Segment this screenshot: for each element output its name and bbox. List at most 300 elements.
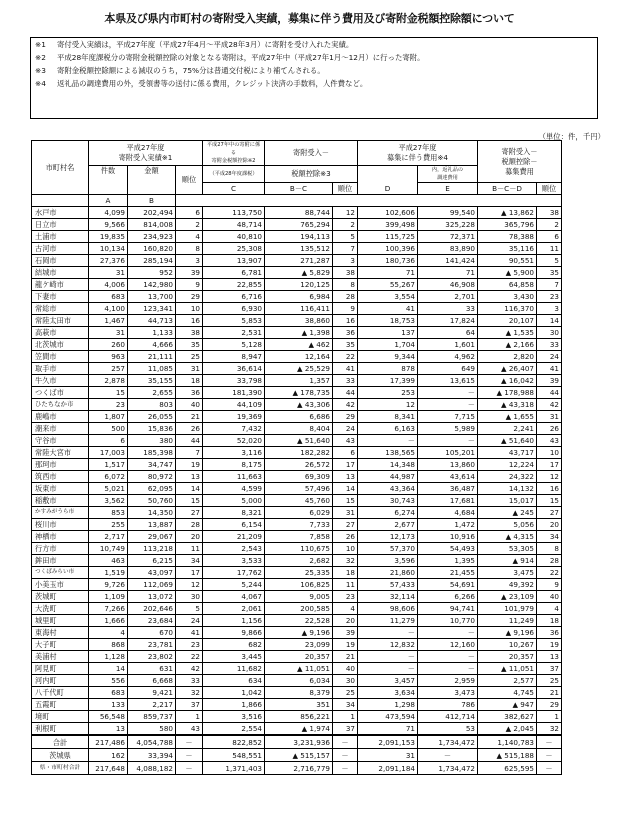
deduction-cell: 4,067	[203, 591, 265, 603]
municipality-name: 北茨城市	[32, 339, 89, 351]
table-row	[32, 279, 562, 291]
net-cell: ▲ 51,640	[478, 435, 537, 447]
deduction-cell: 2,531	[203, 327, 265, 339]
deduction-cell: 7,432	[203, 423, 265, 435]
cost-cell: 41	[358, 303, 418, 315]
diff-rank-cell: 8	[333, 279, 358, 291]
amount-cell: 814,008	[128, 219, 176, 231]
diff-cell: 6,984	[265, 291, 333, 303]
diff-rank-cell: 15	[333, 495, 358, 507]
count-cell: 9,566	[89, 219, 128, 231]
amount-cell: 670	[128, 627, 176, 639]
table-row	[32, 579, 562, 591]
net-rank-cell: 29	[537, 699, 562, 711]
net-cell: 1,140,783	[478, 735, 537, 749]
municipality-name: 牛久市	[32, 375, 89, 387]
municipality-name: 城里町	[32, 615, 89, 627]
cost-cell: 17,399	[358, 375, 418, 387]
cost-cell: 138,565	[358, 447, 418, 459]
municipality-name: 下妻市	[32, 291, 89, 303]
gift-cost-cell: 649	[418, 363, 478, 375]
gift-cost-cell: 1,734,472	[418, 762, 478, 775]
net-rank-cell: 10	[537, 447, 562, 459]
rank-cell: 31	[176, 363, 203, 375]
diff-rank-cell: 13	[333, 471, 358, 483]
municipality-name: 美浦村	[32, 651, 89, 663]
net-cell: ▲ 4,315	[478, 531, 537, 543]
note-text: 寄付受入実績は，平成27年度（平成27年4月～平成28年3月）に寄附を受け入れた実績。	[57, 40, 354, 49]
table-row	[32, 519, 562, 531]
cost-cell: 71	[358, 723, 418, 736]
deduction-cell: 8,947	[203, 351, 265, 363]
diff-cell: ▲ 178,735	[265, 387, 333, 399]
rank-cell: 29	[176, 291, 203, 303]
deduction-cell: 2,554	[203, 723, 265, 736]
deduction-cell: 5,853	[203, 315, 265, 327]
cost-cell: 31	[358, 749, 418, 762]
count-cell: 19,835	[89, 231, 128, 243]
net-cell: ▲ 11,051	[478, 663, 537, 675]
net-cell: ▲ 23,109	[478, 591, 537, 603]
deduction-cell: 2,543	[203, 543, 265, 555]
diff-rank-cell: 20	[333, 615, 358, 627]
table-row	[32, 495, 562, 507]
table-row	[32, 411, 562, 423]
net-cell: ▲ 2,166	[478, 339, 537, 351]
amount-cell: 14,350	[128, 507, 176, 519]
rank-cell: 7	[176, 447, 203, 459]
net-cell: 35,116	[478, 243, 537, 255]
municipality-name: 大洗町	[32, 603, 89, 615]
table-row	[32, 315, 562, 327]
deduction-cell: 1,371,403	[203, 762, 265, 775]
table-row	[32, 663, 562, 675]
header-col-b: B	[128, 195, 176, 207]
net-cell: 20,357	[478, 651, 537, 663]
net-rank-cell: 11	[537, 243, 562, 255]
rank-cell: 9	[176, 279, 203, 291]
table-row	[32, 507, 562, 519]
deduction-cell: 3,445	[203, 651, 265, 663]
rank-cell: 2	[176, 219, 203, 231]
diff-rank-cell: 10	[333, 543, 358, 555]
deduction-cell: 8,175	[203, 459, 265, 471]
municipality-name: 神栖市	[32, 531, 89, 543]
diff-rank-cell: 36	[333, 327, 358, 339]
net-rank-cell: 17	[537, 459, 562, 471]
diff-cell: 271,287	[265, 255, 333, 267]
rank-cell: 32	[176, 687, 203, 699]
net-cell: 5,056	[478, 519, 537, 531]
gift-cost-cell: 3,473	[418, 687, 478, 699]
table-row	[32, 627, 562, 639]
cost-cell: －	[358, 627, 418, 639]
gift-cost-cell: 17,681	[418, 495, 478, 507]
net-cell: ▲ 5,900	[478, 267, 537, 279]
gift-cost-cell: 786	[418, 699, 478, 711]
net-cell: 64,858	[478, 279, 537, 291]
amount-cell: 859,737	[128, 711, 176, 723]
municipality-name: 常陸太田市	[32, 315, 89, 327]
diff-rank-cell: 27	[333, 519, 358, 531]
table-row	[32, 459, 562, 471]
amount-cell: 952	[128, 267, 176, 279]
diff-cell: 22,528	[265, 615, 333, 627]
diff-rank-cell: 3	[333, 255, 358, 267]
note-text: 返礼品の調達費用の外，受領書等の送付に係る費用，クレジット決済の手数料，人件費など。	[57, 78, 368, 88]
header-diff-rank: 順位	[333, 183, 358, 195]
diff-cell: 120,125	[265, 279, 333, 291]
count-cell: 2,717	[89, 531, 128, 543]
gift-cost-cell: 2,701	[418, 291, 478, 303]
deduction-cell: 21,209	[203, 531, 265, 543]
count-cell: 463	[89, 555, 128, 567]
diff-cell: 9,005	[265, 591, 333, 603]
net-rank-cell: 35	[537, 267, 562, 279]
deduction-cell: 44,109	[203, 399, 265, 411]
rank-cell: 28	[176, 519, 203, 531]
diff-cell: ▲ 1,974	[265, 723, 333, 736]
diff-cell: 8,379	[265, 687, 333, 699]
count-cell: 683	[89, 687, 128, 699]
deduction-cell: 6,716	[203, 291, 265, 303]
header-col-c: C	[203, 183, 265, 195]
gift-cost-cell: 54,493	[418, 543, 478, 555]
net-rank-cell: 14	[537, 315, 562, 327]
deduction-cell: 634	[203, 675, 265, 687]
net-rank-cell: 16	[537, 483, 562, 495]
net-cell: 20,107	[478, 315, 537, 327]
deduction-cell: 4,599	[203, 483, 265, 495]
municipality-name: 日立市	[32, 219, 89, 231]
total-row	[32, 735, 562, 749]
rank-cell: 33	[176, 675, 203, 687]
rank-cell: 44	[176, 435, 203, 447]
amount-cell: 29,067	[128, 531, 176, 543]
cost-cell: 2,677	[358, 519, 418, 531]
gift-cost-cell: 72,371	[418, 231, 478, 243]
header-net-rank: 順位	[537, 183, 562, 195]
cost-cell: 12,173	[358, 531, 418, 543]
gift-cost-cell: 99,540	[418, 207, 478, 219]
diff-cell: 88,744	[265, 207, 333, 219]
net-cell: ▲ 2,045	[478, 723, 537, 736]
diff-cell: ▲ 1,398	[265, 327, 333, 339]
municipality-name: 桜川市	[32, 519, 89, 531]
net-cell: 365,796	[478, 219, 537, 231]
deduction-cell: 5,128	[203, 339, 265, 351]
count-cell: 17,003	[89, 447, 128, 459]
gift-cost-cell: 325,228	[418, 219, 478, 231]
diff-rank-cell: 41	[333, 363, 358, 375]
net-rank-cell: 13	[537, 651, 562, 663]
municipality-name: 河内町	[32, 675, 89, 687]
count-cell: 2,878	[89, 375, 128, 387]
diff-cell: ▲ 43,306	[265, 399, 333, 411]
header-diff-sub: 税額控除※3	[265, 166, 358, 183]
diff-rank-cell: 16	[333, 315, 358, 327]
municipality-name: 利根町	[32, 723, 89, 736]
amount-cell: 4,666	[128, 339, 176, 351]
amount-cell: 9,421	[128, 687, 176, 699]
net-cell: 53,305	[478, 543, 537, 555]
table-row	[32, 447, 562, 459]
diff-rank-cell: 42	[333, 399, 358, 411]
net-cell: 3,475	[478, 567, 537, 579]
table-row	[32, 483, 562, 495]
header-col-e: E	[418, 183, 478, 195]
deduction-cell: 548,551	[203, 749, 265, 762]
table-row	[32, 339, 562, 351]
amount-cell: 13,700	[128, 291, 176, 303]
count-cell: 4,006	[89, 279, 128, 291]
count-cell: 10,749	[89, 543, 128, 555]
note-text: 平成28年度課税分の寄附金税額控除の対象となる寄附は，平成27年中（平成27年1月～12月）に行った寄附。	[57, 52, 425, 62]
cost-cell: 8,341	[358, 411, 418, 423]
diff-rank-cell: 33	[333, 375, 358, 387]
cost-cell: 100,396	[358, 243, 418, 255]
table-row	[32, 399, 562, 411]
amount-cell: 43,097	[128, 567, 176, 579]
gift-cost-cell: 54,691	[418, 579, 478, 591]
net-rank-cell: 25	[537, 675, 562, 687]
net-rank-cell: 7	[537, 279, 562, 291]
header-col-a: A	[89, 195, 128, 207]
deduction-cell: 40,810	[203, 231, 265, 243]
net-rank-cell: 5	[537, 255, 562, 267]
net-rank-cell: 22	[537, 567, 562, 579]
amount-cell: 202,494	[128, 207, 176, 219]
amount-cell: 631	[128, 663, 176, 675]
municipality-name: 東海村	[32, 627, 89, 639]
gift-cost-cell: 7,715	[418, 411, 478, 423]
rank-cell: 30	[176, 591, 203, 603]
net-rank-cell: 3	[537, 303, 562, 315]
gift-cost-cell: 5,989	[418, 423, 478, 435]
cost-cell: 1,704	[358, 339, 418, 351]
gift-cost-cell: 71	[418, 267, 478, 279]
net-cell: ▲ 43,318	[478, 399, 537, 411]
net-rank-cell: 23	[537, 291, 562, 303]
rank-cell: 14	[176, 483, 203, 495]
diff-cell: 2,716,779	[265, 762, 333, 775]
net-cell: 14,132	[478, 483, 537, 495]
gift-cost-cell: 64	[418, 327, 478, 339]
diff-cell: 20,357	[265, 651, 333, 663]
diff-cell: 7,858	[265, 531, 333, 543]
net-cell: ▲ 947	[478, 699, 537, 711]
cost-cell: 18,753	[358, 315, 418, 327]
cost-cell: 21,860	[358, 567, 418, 579]
amount-cell: 50,760	[128, 495, 176, 507]
cost-cell: 57,370	[358, 543, 418, 555]
diff-cell: 182,282	[265, 447, 333, 459]
gift-cost-cell: 46,908	[418, 279, 478, 291]
cost-cell: －	[358, 651, 418, 663]
gift-cost-cell: －	[418, 399, 478, 411]
count-cell: 4	[89, 627, 128, 639]
cost-cell: －	[358, 663, 418, 675]
diff-rank-cell: 38	[333, 267, 358, 279]
deduction-cell: 11,682	[203, 663, 265, 675]
deduction-cell: 5,000	[203, 495, 265, 507]
municipality-name: つくば市	[32, 387, 89, 399]
count-cell: 4,100	[89, 303, 128, 315]
diff-cell: ▲ 5,829	[265, 267, 333, 279]
header-blank	[32, 195, 89, 207]
gift-cost-cell: －	[418, 663, 478, 675]
header-cost-title: 平成27年度 募集に伴う費用※4	[358, 141, 478, 166]
municipality-name: ひたちなか市	[32, 399, 89, 411]
rank-cell: 39	[176, 267, 203, 279]
header-deduction-note: 平成27年中の寄附に係る 寄附金税額控除※2	[203, 141, 265, 166]
deduction-cell: 3,116	[203, 447, 265, 459]
net-rank-cell: 26	[537, 423, 562, 435]
gift-cost-cell: 105,201	[418, 447, 478, 459]
total-row	[32, 762, 562, 775]
amount-cell: 580	[128, 723, 176, 736]
deduction-cell: 52,020	[203, 435, 265, 447]
diff-rank-cell: 31	[333, 507, 358, 519]
gift-cost-cell: －	[418, 435, 478, 447]
net-cell: 78,388	[478, 231, 537, 243]
deduction-cell: 3,533	[203, 555, 265, 567]
diff-rank-cell: 37	[333, 723, 358, 736]
diff-cell: 135,512	[265, 243, 333, 255]
header-diff-title: 寄附受入－	[265, 141, 358, 166]
cost-cell: 137	[358, 327, 418, 339]
cost-cell: 43,364	[358, 483, 418, 495]
net-rank-cell: 41	[537, 363, 562, 375]
deduction-cell: 1,156	[203, 615, 265, 627]
gift-cost-cell: 94,741	[418, 603, 478, 615]
gift-cost-cell: 1,734,472	[418, 735, 478, 749]
municipality-name: 五霞町	[32, 699, 89, 711]
table-row	[32, 699, 562, 711]
municipality-name: 笠間市	[32, 351, 89, 363]
net-cell: ▲ 13,862	[478, 207, 537, 219]
count-cell: 7,266	[89, 603, 128, 615]
amount-cell: 4,054,788	[128, 735, 176, 749]
municipality-name: 坂東市	[32, 483, 89, 495]
page-title: 本県及び県内市町村の寄附受入実績，募集に伴う費用及び寄附金税額控除額について	[104, 12, 515, 25]
diff-rank-cell: 29	[333, 411, 358, 423]
cost-cell: 2,091,153	[358, 735, 418, 749]
diff-rank-cell: 17	[333, 459, 358, 471]
cost-cell: 12,832	[358, 639, 418, 651]
amount-cell: 185,398	[128, 447, 176, 459]
net-rank-cell: 6	[537, 231, 562, 243]
diff-rank-cell: 44	[333, 387, 358, 399]
cost-cell: 115,725	[358, 231, 418, 243]
rank-cell: 6	[176, 207, 203, 219]
rank-cell: 13	[176, 471, 203, 483]
table-row	[32, 435, 562, 447]
net-rank-cell: －	[537, 735, 562, 749]
unit-label: （単位：件，千円）	[538, 132, 605, 141]
municipality-name: 鹿嶋市	[32, 411, 89, 423]
net-rank-cell: －	[537, 762, 562, 775]
amount-cell: 4,088,182	[128, 762, 176, 775]
net-rank-cell: 27	[537, 507, 562, 519]
cost-cell: 98,606	[358, 603, 418, 615]
diff-cell: 57,496	[265, 483, 333, 495]
count-cell: 5,021	[89, 483, 128, 495]
net-rank-cell: 4	[537, 603, 562, 615]
amount-cell: 13,887	[128, 519, 176, 531]
net-rank-cell: 9	[537, 579, 562, 591]
cost-cell: 3,634	[358, 687, 418, 699]
deduction-cell: 5,244	[203, 579, 265, 591]
table-row	[32, 243, 562, 255]
count-cell: 133	[89, 699, 128, 711]
amount-cell: 123,341	[128, 303, 176, 315]
net-rank-cell: 24	[537, 351, 562, 363]
gift-cost-cell: 4,962	[418, 351, 478, 363]
gift-cost-cell: 83,890	[418, 243, 478, 255]
net-cell: ▲ 515,188	[478, 749, 537, 762]
municipality-name: 高萩市	[32, 327, 89, 339]
gift-cost-cell: －	[418, 627, 478, 639]
deduction-cell: 48,714	[203, 219, 265, 231]
deduction-cell: 6,781	[203, 267, 265, 279]
amount-cell: 2,217	[128, 699, 176, 711]
diff-rank-cell: 1	[333, 711, 358, 723]
header-amount: 金額	[128, 166, 176, 195]
count-cell: 260	[89, 339, 128, 351]
net-rank-cell: 38	[537, 207, 562, 219]
diff-rank-cell: 24	[333, 423, 358, 435]
amount-cell: 2,655	[128, 387, 176, 399]
cost-cell: 2,091,184	[358, 762, 418, 775]
diff-rank-cell: 19	[333, 639, 358, 651]
net-cell: 49,392	[478, 579, 537, 591]
deduction-cell: 19,369	[203, 411, 265, 423]
deduction-cell: 33,798	[203, 375, 265, 387]
diff-rank-cell: 9	[333, 303, 358, 315]
header-spacer	[176, 195, 562, 207]
amount-cell: 6,668	[128, 675, 176, 687]
rank-cell: 10	[176, 303, 203, 315]
net-rank-cell: 8	[537, 543, 562, 555]
deduction-cell: 22,855	[203, 279, 265, 291]
net-cell: 43,717	[478, 447, 537, 459]
count-cell: 31	[89, 267, 128, 279]
note-mark: ※4	[35, 78, 46, 88]
net-rank-cell: 1	[537, 711, 562, 723]
net-cell: 12,224	[478, 459, 537, 471]
diff-cell: 200,585	[265, 603, 333, 615]
rank-cell: 24	[176, 615, 203, 627]
amount-cell: 803	[128, 399, 176, 411]
deduction-cell: 25,308	[203, 243, 265, 255]
cost-cell: 399,498	[358, 219, 418, 231]
gift-cost-cell: 1,472	[418, 519, 478, 531]
deduction-cell: 6,154	[203, 519, 265, 531]
gift-cost-cell: 6,266	[418, 591, 478, 603]
table-row	[32, 711, 562, 723]
diff-cell: 8,404	[265, 423, 333, 435]
diff-rank-cell: 26	[333, 531, 358, 543]
count-cell: 56,548	[89, 711, 128, 723]
amount-cell: 113,218	[128, 543, 176, 555]
rank-cell: －	[176, 762, 203, 775]
count-cell: 3,562	[89, 495, 128, 507]
net-rank-cell: 20	[537, 519, 562, 531]
cost-cell: 253	[358, 387, 418, 399]
note-4	[35, 78, 593, 91]
gift-cost-cell: 33	[418, 303, 478, 315]
